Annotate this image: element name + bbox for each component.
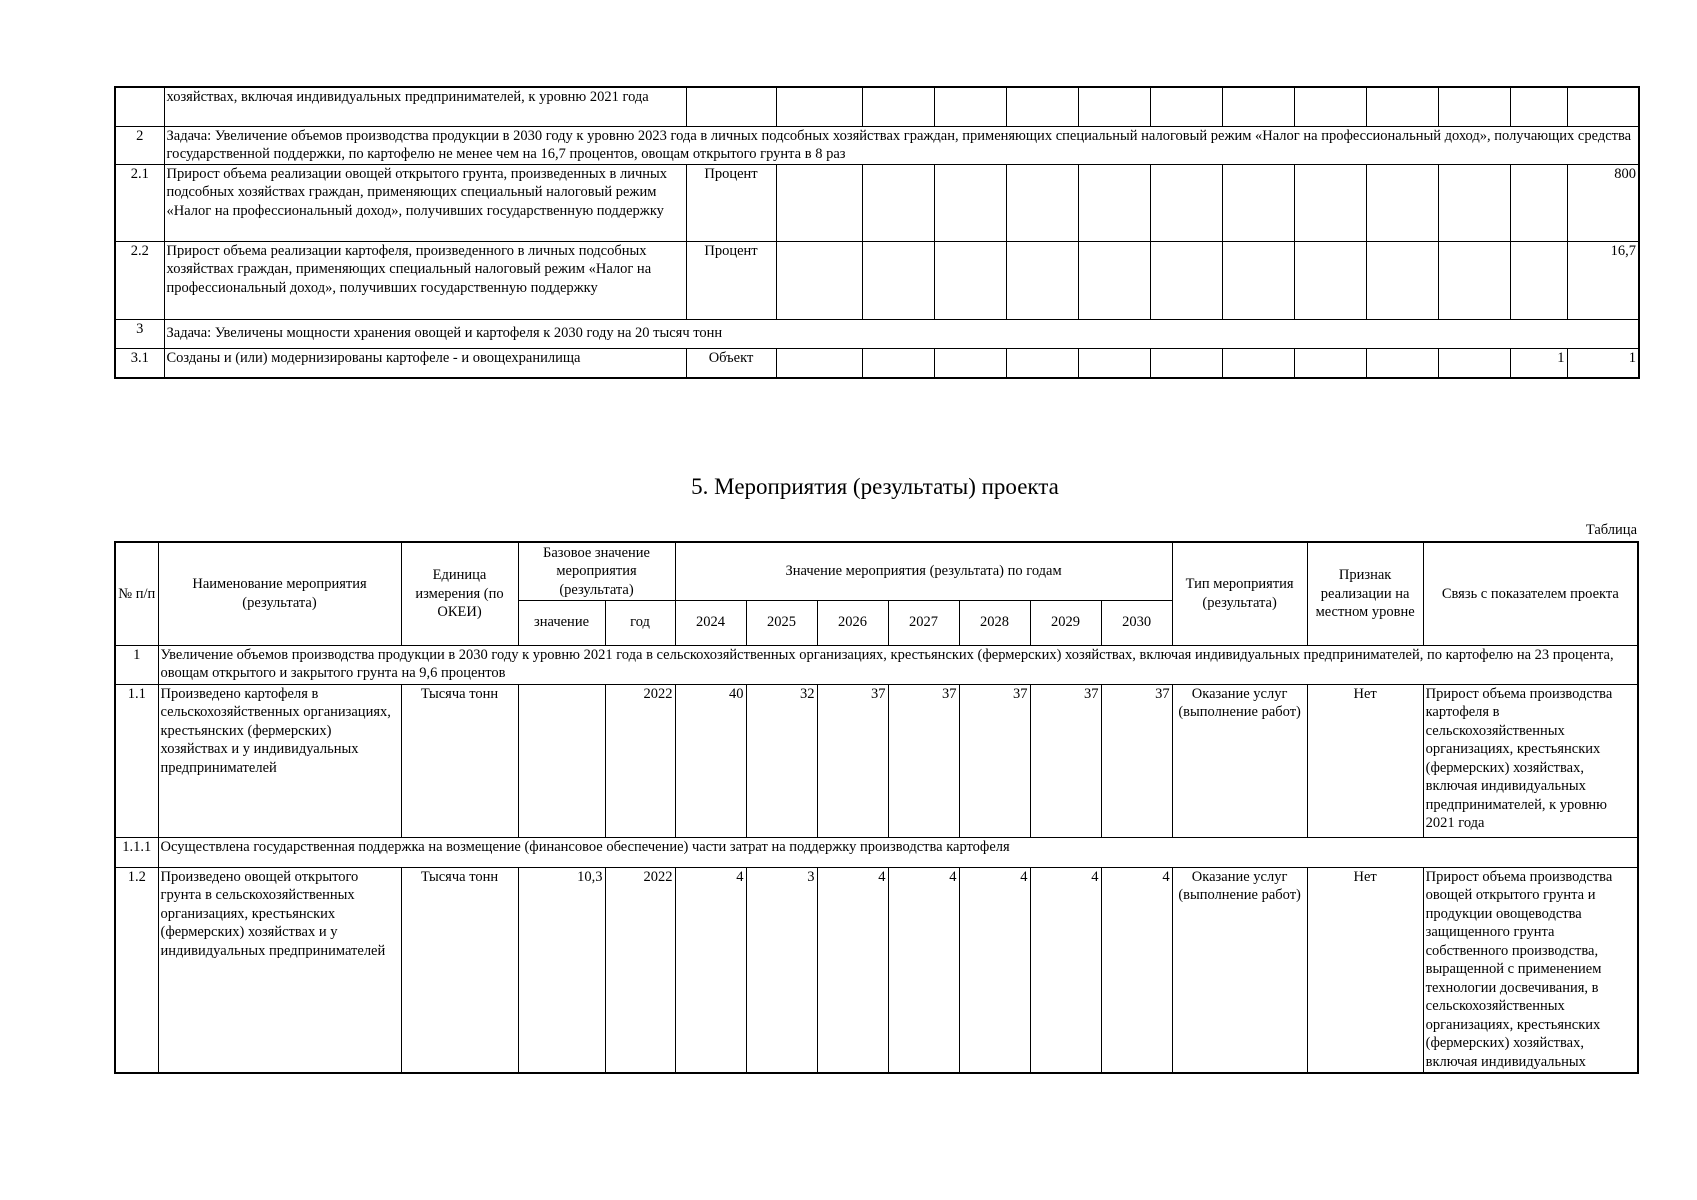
indicators-table	[114, 86, 1640, 379]
measure-name: Произведено картофеля в сельскохозяйственных организациях, крестьянских (фермерских) хозяйствах и у индивидуальных предпринимателей	[158, 684, 401, 837]
year-value-cell: 32	[746, 684, 817, 837]
base-value-cell	[518, 684, 605, 837]
table-caption: Таблица	[1585, 522, 1637, 538]
row-number: 3	[115, 319, 164, 348]
value-cell	[1510, 164, 1567, 241]
row-number: 1	[115, 645, 158, 684]
table-row	[115, 126, 1639, 164]
row-number	[115, 87, 164, 126]
base-value-cell: 10,3	[518, 867, 605, 1073]
link-cell: Прирост объема производства овощей открытого грунта и продукции овощеводства защищенного грунта собственного производства, выращенной с применением технологии досвечивания, в сельскохозяйственных организациях, крестьянских (фермерских) хозяйствах, включая индивидуальных	[1423, 867, 1638, 1073]
measure-name: Произведено овощей открытого грунта в сельскохозяйственных организациях, крестьянских (фермерских) хозяйствах и у индивидуальных предпринимателей	[158, 867, 401, 1073]
value-cell	[1510, 241, 1567, 319]
measures-table	[114, 541, 1639, 1074]
year-value-cell: 4	[959, 867, 1030, 1073]
section-title: 5. Мероприятия (результаты) проекта	[691, 474, 1059, 499]
value-cell: 16,7	[1567, 241, 1639, 319]
value-cell	[1567, 87, 1639, 126]
row-number: 2.2	[115, 241, 164, 319]
value-cell	[1510, 87, 1567, 126]
col-header-year: 2024	[675, 600, 746, 645]
table-row	[115, 684, 1638, 837]
table-row	[115, 241, 1639, 319]
year-value-cell: 4	[1030, 867, 1101, 1073]
col-header-base-value: значение	[518, 600, 605, 645]
row-number: 2	[115, 126, 164, 164]
year-value-cell: 40	[675, 684, 746, 837]
row-number: 3.1	[115, 348, 164, 378]
year-value-cell: 37	[959, 684, 1030, 837]
col-header-year: 2028	[959, 600, 1030, 645]
year-value-cell: 37	[1101, 684, 1172, 837]
value-cell: 1	[1510, 348, 1567, 378]
year-value-cell: 37	[888, 684, 959, 837]
col-header-year: 2025	[746, 600, 817, 645]
unit-cell: Тысяча тонн	[401, 684, 518, 837]
year-value-cell: 37	[1030, 684, 1101, 837]
indicator-name: хозяйствах, включая индивидуальных предпринимателей, к уровню 2021 года	[164, 87, 686, 126]
col-header-name: Наименование мероприятия (результата)	[158, 542, 401, 645]
row-number: 1.1.1	[115, 837, 158, 867]
unit-cell	[686, 87, 776, 126]
base-year-cell: 2022	[605, 867, 675, 1073]
type-cell: Оказание услуг (выполнение работ)	[1172, 684, 1307, 837]
table-row	[115, 87, 1639, 126]
table-row	[115, 319, 1639, 348]
link-cell: Прирост объема производства картофеля в сельскохозяйственных организациях, крестьянских (фермерских) хозяйствах, включая индивидуальных предпринимателей, к уровню 2021 года	[1423, 684, 1638, 837]
row-number: 1.1	[115, 684, 158, 837]
table-header-row	[115, 542, 1638, 600]
task-text: Задача: Увеличены мощности хранения овощей и картофеля к 2030 году на 20 тысяч тонн	[164, 319, 1639, 348]
year-value-cell: 4	[888, 867, 959, 1073]
table-row	[115, 348, 1639, 378]
unit-cell: Объект	[686, 348, 776, 378]
col-header-base-year: год	[605, 600, 675, 645]
local-cell: Нет	[1307, 684, 1423, 837]
table-row	[115, 837, 1638, 867]
local-cell: Нет	[1307, 867, 1423, 1073]
row-number: 1.2	[115, 867, 158, 1073]
col-header-base: Базовое значение мероприятия (результата)	[518, 542, 675, 600]
year-value-cell: 4	[1101, 867, 1172, 1073]
col-header-type: Тип мероприятия (результата)	[1172, 542, 1307, 645]
indicator-name: Прирост объема реализации картофеля, произведенного в личных подсобных хозяйствах граждан, применяющих специальный налоговый режим «Налог на профессиональный доход», получивших государственную поддержку	[164, 241, 686, 319]
col-header-year: 2029	[1030, 600, 1101, 645]
col-header-years: Значение мероприятия (результата) по годам	[675, 542, 1172, 600]
col-header-number: № п/п	[115, 542, 158, 645]
unit-cell: Тысяча тонн	[401, 867, 518, 1073]
col-header-year: 2027	[888, 600, 959, 645]
type-cell: Оказание услуг (выполнение работ)	[1172, 867, 1307, 1073]
col-header-local: Признак реализации на местном уровне	[1307, 542, 1423, 645]
table-row	[115, 645, 1638, 684]
year-value-cell: 4	[817, 867, 888, 1073]
task-text: Осуществлена государственная поддержка на возмещение (финансовое обеспечение) части затрат на поддержку производства картофеля	[158, 837, 1638, 867]
year-value-cell: 37	[817, 684, 888, 837]
year-value-cell: 4	[675, 867, 746, 1073]
col-header-year: 2026	[817, 600, 888, 645]
col-header-year: 2030	[1101, 600, 1172, 645]
col-header-unit: Единица измерения (по ОКЕИ)	[401, 542, 518, 645]
indicator-name: Прирост объема реализации овощей открытого грунта, произведенных в личных подсобных хозяйствах граждан, применяющих специальный налоговый режим «Налог на профессиональный доход», получивших государственную поддержку	[164, 164, 686, 241]
unit-cell: Процент	[686, 164, 776, 241]
row-number: 2.1	[115, 164, 164, 241]
table-row	[115, 164, 1639, 241]
value-cell: 1	[1567, 348, 1639, 378]
value-cell: 800	[1567, 164, 1639, 241]
unit-cell: Процент	[686, 241, 776, 319]
base-year-cell: 2022	[605, 684, 675, 837]
table-row	[115, 867, 1638, 1073]
indicator-name: Созданы и (или) модернизированы картофеле - и овощехранилища	[164, 348, 686, 378]
year-value-cell: 3	[746, 867, 817, 1073]
task-text: Увеличение объемов производства продукции в 2030 году к уровню 2021 года в сельскохозяйственных организациях, крестьянских (фермерских) хозяйствах, включая индивидуальных предпринимателей, по картофелю на 23 процента, овощам открытого и закрытого грунта на 9,6 процентов	[158, 645, 1638, 684]
col-header-link: Связь с показателем проекта	[1423, 542, 1638, 645]
task-text: Задача: Увеличение объемов производства продукции в 2030 году к уровню 2023 года в личных подсобных хозяйствах граждан, применяющих специальный налоговый режим «Налог на профессиональный доход», получающих средства государственной поддержки, по картофелю не менее чем на 16,7 процентов, овощам открытого грунта в 8 раз	[164, 126, 1639, 164]
